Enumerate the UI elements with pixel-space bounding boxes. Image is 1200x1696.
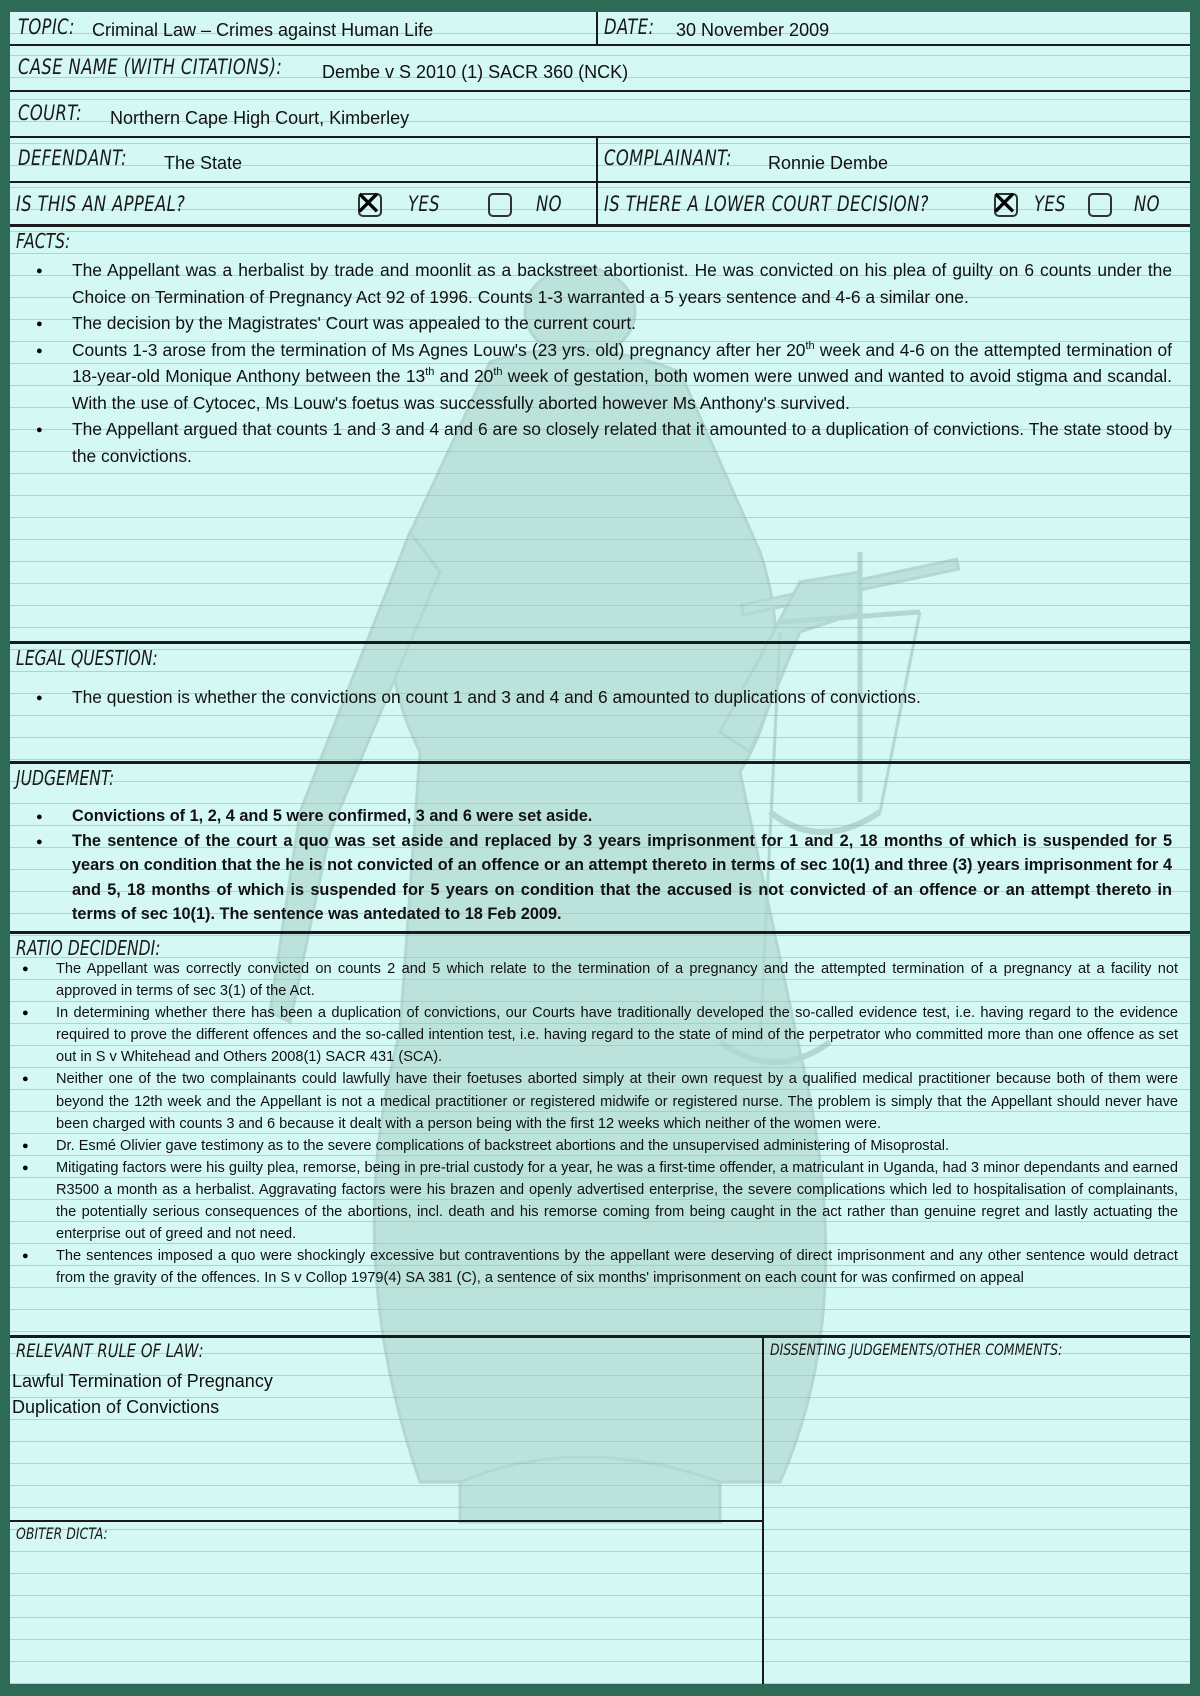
ratio-list <box>18 958 1178 1289</box>
legal-question-title: LEGAL QUESTION: <box>16 646 158 670</box>
appeal-yes-label: YES <box>408 192 440 216</box>
complainant-value: Ronnie Dembe <box>768 153 889 173</box>
appeal-question-label: IS THIS AN APPEAL? <box>16 192 186 216</box>
appeal-no-label: NO <box>536 192 562 216</box>
lower-court-question-label: IS THERE A LOWER COURT DECISION? <box>604 192 929 216</box>
legal-question-list <box>24 684 1172 711</box>
case-name-row <box>10 46 1190 92</box>
court-row <box>10 92 1190 138</box>
legal-question-item: ● The question is whether the convictions on count 1 and 3 and 4 and 6 amounted to duplications of convictions. <box>24 684 1172 711</box>
parties-row <box>10 138 1190 183</box>
appeal-yes-checkbox[interactable] <box>354 184 383 224</box>
appeal-no-checkbox[interactable] <box>488 193 512 217</box>
ratio-item: ● The Appellant was correctly convicted on counts 2 and 5 which relate to the termination of a pregnancy and the attempted termination of a pregnancy at a facility not approved in terms of sec 3(1) of the Act. <box>18 958 1178 1002</box>
check-x-icon: ✕ <box>990 184 1019 224</box>
relevant-rule-line: Duplication of Convictions <box>12 1397 220 1417</box>
facts-section <box>10 227 1190 644</box>
appeal-row <box>10 183 1190 227</box>
judgement-item: ● Convictions of 1, 2, 4 and 5 were confirmed, 3 and 6 were set aside. <box>24 804 1172 829</box>
judgement-section <box>10 764 1190 934</box>
dissenting-title: DISSENTING JUDGEMENTS/OTHER COMMENTS: <box>770 1340 1063 1359</box>
legal-question-section <box>10 644 1190 764</box>
facts-title: FACTS: <box>16 229 71 253</box>
case-brief-sheet <box>10 12 1190 1684</box>
court-label: COURT: <box>18 101 83 125</box>
ratio-item: ● Neither one of the two complainants could lawfully have their foetuses aborted simply at their own request by a qualified medical practitioner because both of them were beyond the 12th week and the Appellant is not a medical practitioner or registered midwife or registered nurse. The problem is simply that the Appellant should never have been charged with counts 3 and 6 because it dealt with a person being with the first 12 weeks which neither of the women were. <box>18 1068 1178 1134</box>
relevant-rule-section <box>10 1338 762 1522</box>
facts-list <box>24 257 1172 469</box>
lower-court-yes-checkbox[interactable] <box>990 184 1019 224</box>
defendant-value: The State <box>164 153 243 173</box>
relevant-rule-lines <box>12 1368 273 1420</box>
obiter-dicta-section <box>10 1522 762 1684</box>
topic-label: TOPIC: <box>18 15 75 39</box>
ratio-decidendi-title: RATIO DECIDENDI: <box>16 936 161 960</box>
relevant-rule-line: Lawful Termination of Pregnancy <box>12 1371 273 1391</box>
check-x-icon: ✕ <box>354 184 383 224</box>
facts-item: ● The decision by the Magistrates' Court was appealed to the current court. <box>24 310 1172 337</box>
topic-row <box>10 12 1190 46</box>
relevant-rule-title: RELEVANT RULE OF LAW: <box>16 1340 204 1362</box>
complainant-label: COMPLAINANT: <box>604 146 732 170</box>
lower-court-yes-label: YES <box>1034 192 1066 216</box>
ratio-decidendi-section <box>10 934 1190 1338</box>
ratio-item: ● In determining whether there has been a duplication of convictions, our Courts have traditionally developed the so-called evidence test, i.e. having regard to the evidence required to prove the different offences and the so-called intention test, i.e. having regard to the state of mind of the perpetrator who committed more than one offence as set out in S v Whitehead and Others 2008(1) SACR 431 (SCA). <box>18 1002 1178 1068</box>
case-name-label: CASE NAME (WITH CITATIONS): <box>18 55 283 79</box>
defendant-label: DEFENDANT: <box>18 146 127 170</box>
case-name-value: Dembe v S 2010 (1) SACR 360 (NCK) <box>322 62 629 82</box>
lower-court-no-label: NO <box>1134 192 1160 216</box>
facts-item: ● The Appellant argued that counts 1 and 3 and 4 and 6 are so closely related that it amounted to a duplication of convictions. The state stood by the convictions. <box>24 416 1172 469</box>
lower-court-no-checkbox[interactable] <box>1088 193 1112 217</box>
ratio-item: ● The sentences imposed a quo were shockingly excessive but contraventions by the appellant were deserving of direct imprisonment and any other sentence would detract from the gravity of the offences. In S v Collop 1979(4) SA 381 (C), a sentence of six months' imprisonment on each count for was confirmed on appeal <box>18 1245 1178 1289</box>
court-value: Northern Cape High Court, Kimberley <box>110 108 410 128</box>
obiter-dicta-title: OBITER DICTA: <box>16 1524 108 1543</box>
dissenting-section <box>762 1338 1190 1684</box>
facts-item: ● Counts 1-3 arose from the termination of Ms Agnes Louw's (23 yrs. old) pregnancy after her 20th week and 4-6 on the attempted termination of 18-year-old Monique Anthony between the 13th and 20th week of gestation, both women were unwed and wanted to avoid stigma and scandal. With the use of Cytocec, Ms Louw's foetus was successfully aborted however Ms Anthony's survived. <box>24 337 1172 417</box>
facts-item: ● The Appellant was a herbalist by trade and moonlit as a backstreet abortionist. He was convicted on his plea of guilty on 6 counts under the Choice on Termination of Pregnancy Act 92 of 1996. Counts 1-3 warranted a 5 years sentence and 4-6 a similar one. <box>24 257 1172 310</box>
judgement-title: JUDGEMENT: <box>16 766 115 790</box>
date-label: DATE: <box>604 15 655 39</box>
topic-value: Criminal Law – Crimes against Human Life <box>92 20 434 40</box>
date-value: 30 November 2009 <box>676 20 830 40</box>
judgement-item: ● The sentence of the court a quo was set aside and replaced by 3 years imprisonment for 1 and 2, 18 months of which is suspended for 5 years on condition that the he is not convicted of an offence or an attempt thereto in terms of sec 10(1) and three (3) years imprisonment for 4 and 5, 18 months of which is suspended for 5 years on condition that the accused is not convicted of an offence or an attempt thereto in terms of sec 10(1). The sentence was antedated to 18 Feb 2009. <box>24 829 1172 927</box>
ratio-item: ● Dr. Esmé Olivier gave testimony as to the severe complications of backstreet abortions and the unsupervised administering of Misoprostal. <box>18 1135 1178 1157</box>
ratio-item: ● Mitigating factors were his guilty plea, remorse, being in pre-trial custody for a year, he was a first-time offender, a matriculant in Uganda, had 3 minor dependants and earned R3500 a month as a herbalist. Aggravating factors were his brazen and openly advertised enterprise, the severe complications which led to hospitalisation of complainants, the potentially serious consequences of the abortions, incl. death and his remorse coming from being caught in the act rather than genuine regret and lastly actuating the enterprise out of greed and not need. <box>18 1157 1178 1245</box>
judgement-list <box>24 804 1172 927</box>
